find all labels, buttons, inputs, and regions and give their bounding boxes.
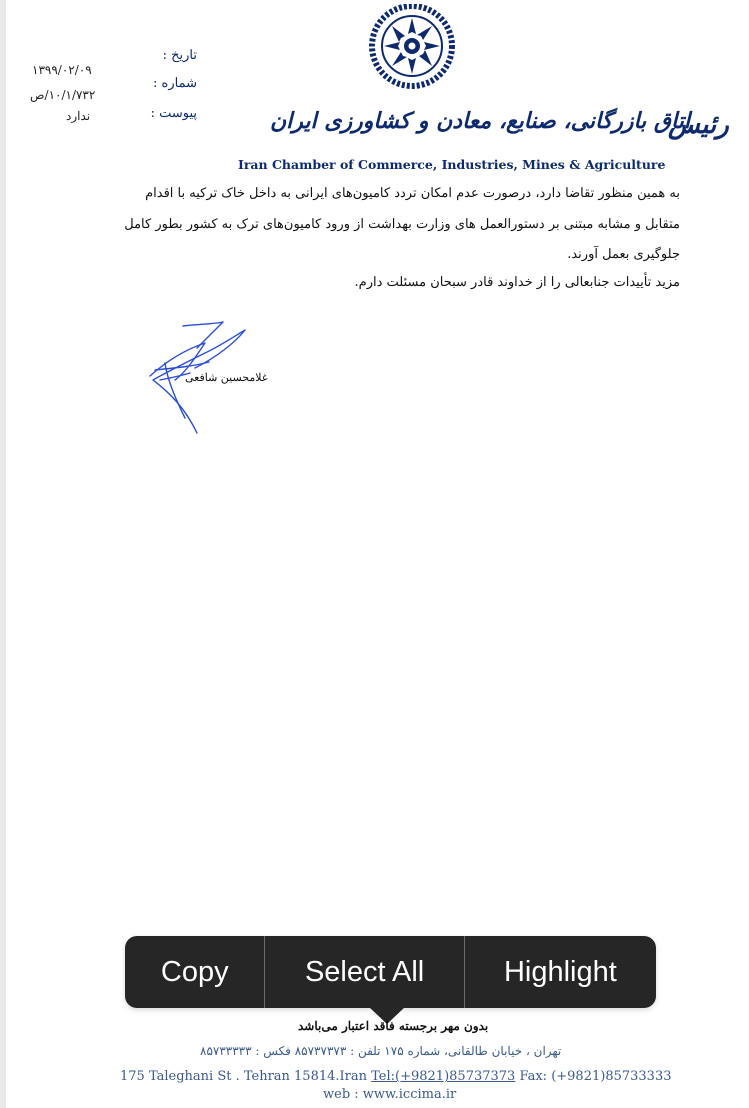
footer-fax[interactable]: Fax: (+9821)85733333 xyxy=(515,1069,672,1084)
title-rais: رئیس xyxy=(668,110,729,140)
letter-line-1[interactable]: به همین منظور تقاضا دارد، درصورت عدم امکان تردد کامیون‌های ایرانی به داخل خاک ترکیه با اقدام xyxy=(145,186,680,201)
footer-validity-note[interactable]: بدون مهر برجسته فاقد اعتبار می‌باشد xyxy=(298,1019,489,1033)
footer-address-en xyxy=(120,1069,671,1084)
number-label: شماره : xyxy=(153,76,197,91)
footer-address-fa[interactable]: تهران ، خیابان طالقانی، شماره ۱۷۵ تلفن : ۸۵۷۳۷۳۷۳ فکس : ۸۵۷۳۳۳۳۳ xyxy=(200,1044,562,1058)
letter-line-3[interactable]: جلوگیری بعمل آورند. xyxy=(567,247,680,262)
attachment-label: پیوست : xyxy=(150,106,197,121)
footer-website[interactable]: web : www.iccima.ir xyxy=(323,1087,457,1102)
copy-button[interactable]: Copy xyxy=(160,955,229,988)
number-value: ۱۰/۱/۷۳۲/ص xyxy=(30,88,96,102)
footer-tel-link[interactable]: Tel:(+9821)85737373 xyxy=(371,1069,516,1084)
letter-line-2[interactable]: متقابل و مشابه مبتنی بر دستورالعمل های وزارت بهداشت از ورود کامیون‌های ترک به کشور بطور کامل xyxy=(124,217,680,232)
letter-line-4[interactable]: مزید تأییدات جنابعالی را از خداوند قادر سبحان مسئلت دارم. xyxy=(354,275,680,290)
org-name-fa: اتاق بازرگانی، صنایع، معادن و کشاورزی ایران xyxy=(270,108,690,134)
text-context-menu xyxy=(125,936,656,1008)
org-name-en[interactable]: Iran Chamber of Commerce, Industries, Mines & Agriculture xyxy=(238,157,666,172)
signer-name[interactable]: غلامحسین شافعی xyxy=(185,371,268,384)
date-label: تاریخ : xyxy=(162,48,197,63)
highlight-button[interactable]: Highlight xyxy=(503,955,617,988)
footer-address-street[interactable]: 175 Taleghani St . Tehran 15814.Iran xyxy=(120,1069,372,1084)
page-edge xyxy=(0,0,6,1108)
chamber-logo-icon xyxy=(362,4,462,92)
date-value: ۱۳۹۹/۰۲/۰۹ xyxy=(32,63,92,77)
select-all-button[interactable]: Select All xyxy=(304,955,425,988)
attachment-value: ندارد xyxy=(66,109,91,123)
